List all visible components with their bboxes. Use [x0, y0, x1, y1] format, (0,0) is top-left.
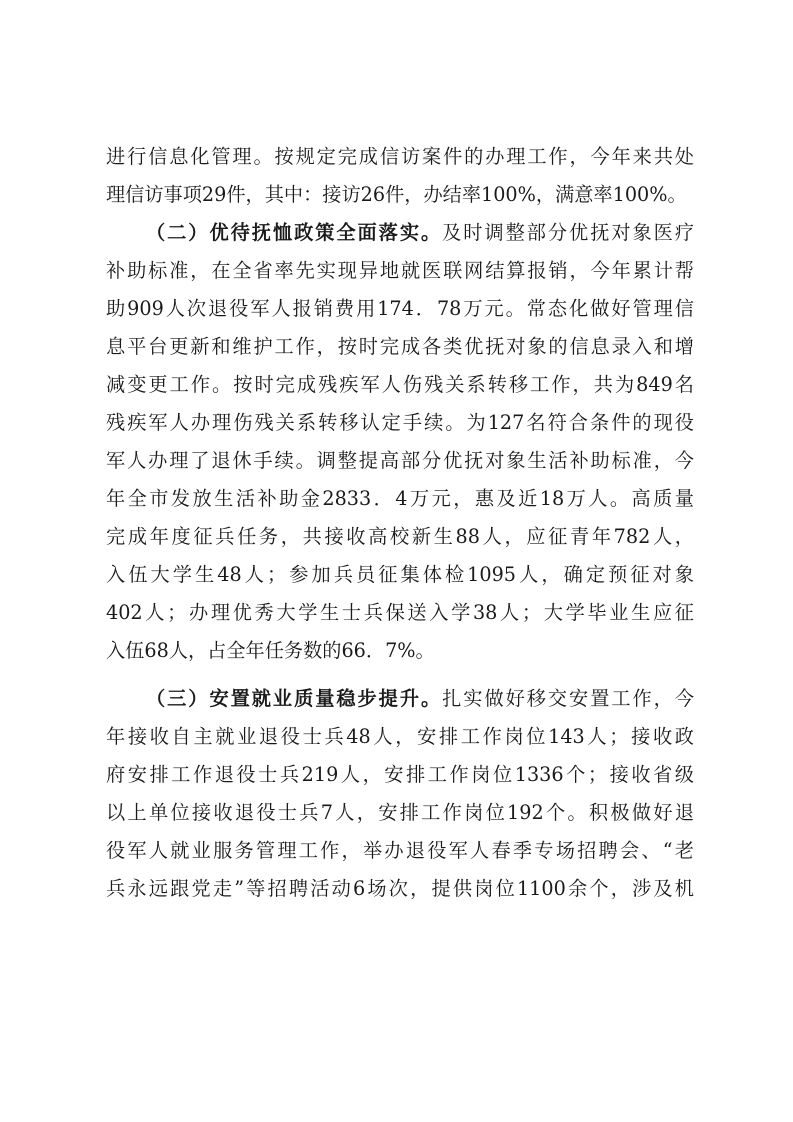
paragraph-preferential-treatment — [106, 214, 694, 670]
text-line: 理信访事项29件，其中：接访26件，办结率100%，满意率100%。 — [106, 183, 687, 206]
text-line — [106, 214, 694, 252]
paragraph-spacer — [106, 670, 694, 680]
text-line: 息平台更新和维护工作，按时完成各类优抚对象的信息录入和增 — [106, 335, 694, 358]
text-line: 年接收自主就业退役士兵48人，安排工作岗位143人；接收政 — [106, 725, 694, 748]
text-line: 役军人就业服务管理工作，举办退役军人春季专场招聘会、“老 — [106, 839, 694, 862]
text-line: 入伍68人，占全年任务数的66．7%。 — [106, 639, 435, 662]
paragraph-employment — [106, 680, 694, 908]
text-line: 兵永远跟党走”等招聘活动6场次，提供岗位1100余个，涉及机 — [106, 877, 694, 900]
text-span: 及时调整部分优抚对象医疗 — [442, 221, 694, 244]
text-line — [106, 680, 694, 718]
document-body — [106, 138, 694, 908]
text-line: 残疾军人办理伤残关系转移认定手续。为127名符合条件的现役 — [106, 411, 694, 434]
text-line: 府安排工作退役士兵219人，安排工作岗位1336个；接收省级 — [106, 763, 694, 786]
text-span: 扎实做好移交安置工作，今 — [442, 687, 694, 710]
text-line: 完成年度征兵任务，共接收高校新生88人，应征青年782人， — [106, 525, 694, 548]
text-line: 以上单位接收退役士兵7人，安排工作岗位192个。积极做好退 — [106, 801, 694, 824]
text-line: 助909人次退役军人报销费用174．78万元。常态化做好管理信 — [106, 297, 694, 320]
text-line: 军人办理了退休手续。调整提高部分优抚对象生活补助标准，今 — [106, 449, 694, 472]
section-heading: （三）安置就业质量稳步提升。 — [146, 687, 443, 710]
paragraph-complaints — [106, 138, 694, 214]
text-line: 进行信息化管理。按规定完成信访案件的办理工作，今年来共处 — [106, 145, 694, 168]
text-line: 年全市发放生活补助金2833．4万元，惠及近18万人。高质量 — [106, 487, 694, 510]
text-line: 补助标准，在全省率先实现异地就医联网结算报销，今年累计帮 — [106, 259, 694, 282]
text-line: 减变更工作。按时完成残疾军人伤残关系转移工作，共为849名 — [106, 373, 694, 396]
text-line: 入伍大学生48人；参加兵员征集体检1095人，确定预征对象 — [106, 563, 694, 586]
text-line: 402人；办理优秀大学生士兵保送入学38人；大学毕业生应征 — [106, 601, 694, 624]
section-heading: （二）优待抚恤政策全面落实。 — [146, 221, 443, 244]
